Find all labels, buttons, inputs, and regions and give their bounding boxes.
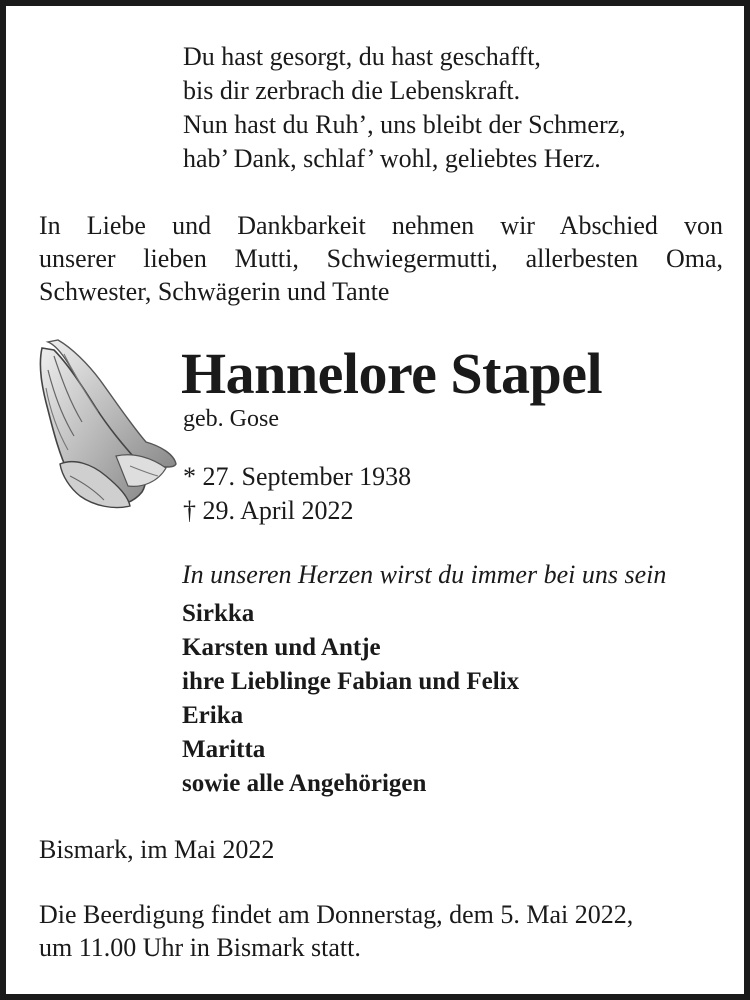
deceased-name: Hannelore Stapel [181,341,603,406]
mourner: sowie alle Angehörigen [182,770,427,797]
praying-hands-icon [34,336,179,511]
intro-text [39,209,723,308]
poem-line: hab’ Dank, schlaf’ wohl, geliebtes Herz. [183,144,601,173]
intro-line: In Liebe und Dankbarkeit nehmen wir Abschied von [39,211,723,240]
birth-name: geb. Gose [183,406,279,432]
mourners-list [182,597,519,801]
mourner: Sirkka [182,600,255,627]
funeral-line: um 11.00 Uhr in Bismark statt. [39,933,361,962]
funeral-line: Die Beerdigung findet am Donnerstag, dem 5. Mai 2022, [39,900,634,929]
place-date: Bismark, im Mai 2022 [39,835,275,864]
funeral-info [39,898,723,964]
memorial-motto: In unseren Herzen wirst du immer bei uns sein [182,560,667,589]
poem-line: Du hast gesorgt, du hast geschafft, [183,42,541,71]
mourner: Karsten und Antje [182,634,381,661]
mourner: ihre Lieblinge Fabian und Felix [182,668,520,695]
poem-line: bis dir zerbrach die Lebenskraft. [183,76,521,105]
mourner: Erika [182,702,244,729]
intro-line: Schwester, Schwägerin und Tante [39,277,390,306]
death-date: † 29. April 2022 [183,496,354,525]
mourner: Maritta [182,736,266,763]
poem [183,40,626,176]
birth-date: * 27. September 1938 [183,462,412,491]
poem-line: Nun hast du Ruh’, uns bleibt der Schmerz, [183,110,626,139]
intro-line: unserer lieben Mutti, Schwiegermutti, allerbesten Oma, [39,244,723,273]
